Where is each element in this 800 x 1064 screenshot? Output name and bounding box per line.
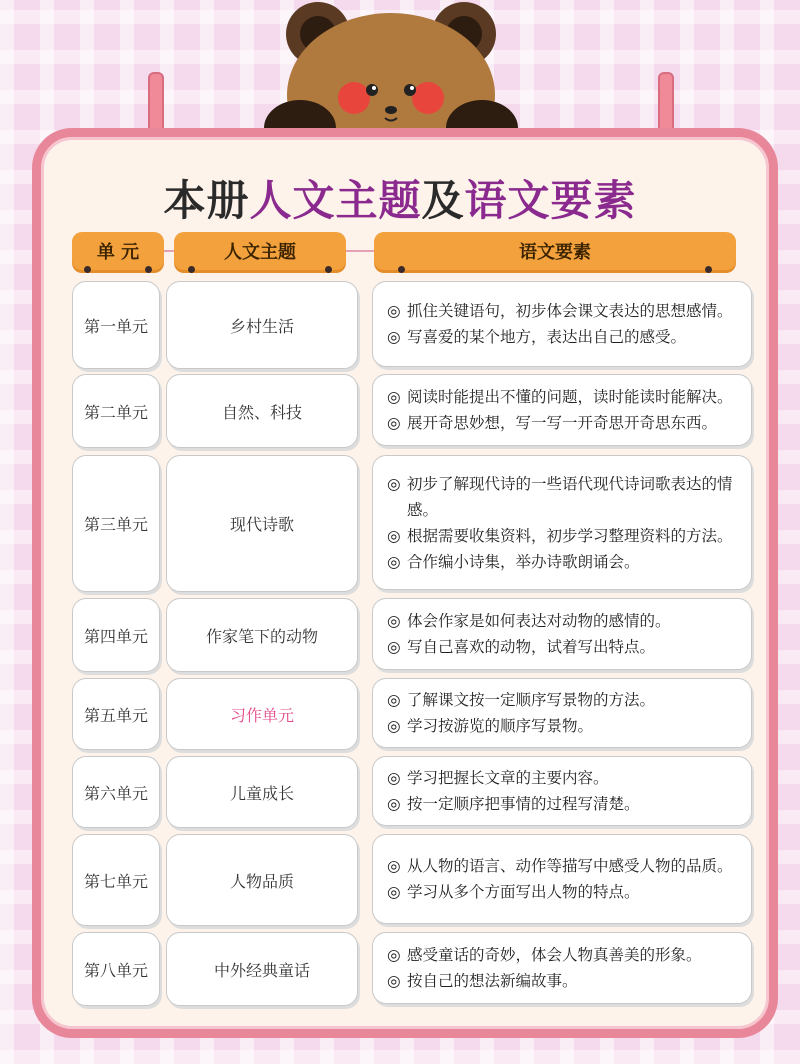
unit-cell: 第二单元 (72, 374, 160, 448)
requirement-text: 从人物的语言、动作等描写中感受人物的品质。 (407, 857, 733, 875)
unit-cell: 第六单元 (72, 756, 160, 828)
requirement-item (387, 713, 655, 739)
requirement-item (387, 298, 733, 324)
header-dot (145, 266, 152, 273)
header-dot (325, 266, 332, 273)
header-dot (705, 266, 712, 273)
requirements-list (387, 853, 733, 905)
bullet-icon: ◎ (387, 552, 401, 571)
requirement-text: 学习按游览的顺序写景物。 (407, 717, 594, 735)
requirement-item (387, 791, 640, 817)
unit-cell: 第三单元 (72, 455, 160, 592)
requirement-text: 体会作家是如何表达对动物的感情的。 (407, 612, 671, 630)
requirements-list (387, 608, 671, 660)
header-dot (398, 266, 405, 273)
theme-cell: 中外经典童话 (166, 932, 358, 1006)
requirement-item (387, 549, 739, 575)
requirement-item (387, 523, 739, 549)
requirement-item (387, 968, 702, 994)
requirement-text: 了解课文按一定顺序写景物的方法。 (407, 691, 656, 709)
requirements-list (387, 471, 739, 575)
unit-cell: 第四单元 (72, 598, 160, 672)
requirements-list (387, 384, 733, 436)
unit-cell: 第七单元 (72, 834, 160, 926)
bullet-icon: ◎ (387, 474, 401, 493)
requirement-item (387, 879, 733, 905)
requirement-item (387, 942, 702, 968)
theme-cell: 人物品质 (166, 834, 358, 926)
requirements-cell (372, 678, 752, 748)
unit-cell: 第五单元 (72, 678, 160, 750)
requirements-cell (372, 455, 752, 590)
bullet-icon: ◎ (387, 388, 401, 406)
bullet-icon: ◎ (387, 883, 401, 901)
header-dot (84, 266, 91, 273)
theme-cell: 习作单元 (166, 678, 358, 750)
bullet-icon: ◎ (387, 414, 401, 432)
unit-cell: 第八单元 (72, 932, 160, 1006)
bullet-icon: ◎ (387, 612, 401, 630)
requirement-text: 按一定顺序把事情的过程写清楚。 (407, 795, 640, 813)
bullet-icon: ◎ (387, 972, 401, 990)
theme-cell: 儿童成长 (166, 756, 358, 828)
theme-cell: 自然、科技 (166, 374, 358, 448)
requirement-text: 按自己的想法新编故事。 (407, 972, 578, 990)
bullet-icon: ◎ (387, 328, 401, 346)
bullet-icon: ◎ (387, 717, 401, 735)
bullet-icon: ◎ (387, 795, 401, 813)
requirement-item (387, 853, 733, 879)
requirement-text: 阅读时能提出不懂的问题，读时能读时能解决。 (407, 388, 733, 406)
bullet-icon: ◎ (387, 857, 401, 875)
theme-cell: 乡村生活 (166, 281, 358, 369)
requirement-item (387, 471, 739, 523)
requirement-item (387, 384, 733, 410)
requirement-text: 写自己喜欢的动物，试着写出特点。 (407, 638, 656, 656)
requirement-item (387, 324, 733, 350)
requirements-cell (372, 932, 752, 1004)
page-title: 本册人文主题及语文要素 (163, 176, 637, 225)
bullet-icon: ◎ (387, 769, 401, 787)
header-dot (188, 266, 195, 273)
requirement-item (387, 765, 640, 791)
requirements-cell (372, 374, 752, 446)
requirements-cell (372, 281, 752, 367)
requirement-text: 合作编小诗集，举办诗歌朗诵会。 (407, 552, 640, 571)
requirement-text: 根据需要收集资料，初步学习整理资料的方法。 (407, 526, 733, 545)
requirements-list (387, 298, 733, 350)
header-requirements: 语文要素 (374, 232, 736, 270)
theme-cell: 现代诗歌 (166, 455, 358, 592)
requirement-text: 抓住关键语句，初步体会课文表达的思想感情。 (407, 302, 733, 320)
bullet-icon: ◎ (387, 302, 401, 320)
requirements-list (387, 687, 655, 739)
requirements-list (387, 765, 640, 817)
requirement-item (387, 687, 655, 713)
theme-cell: 作家笔下的动物 (166, 598, 358, 672)
requirement-item (387, 410, 733, 436)
requirement-text: 初步了解现代诗的一些语代现代诗词歌表达的情感。 (407, 474, 733, 519)
requirement-item (387, 634, 671, 660)
unit-cell: 第一单元 (72, 281, 160, 369)
header-unit: 单 元 (72, 232, 164, 270)
bullet-icon: ◎ (387, 526, 401, 545)
requirement-text: 感受童话的奇妙，体会人物真善美的形象。 (407, 946, 702, 964)
requirements-cell (372, 834, 752, 924)
requirement-text: 学习把握长文章的主要内容。 (407, 769, 609, 787)
requirements-cell (372, 756, 752, 826)
requirement-item (387, 608, 671, 634)
bullet-icon: ◎ (387, 691, 401, 709)
requirement-text: 展开奇思妙想，写一写一开奇思开奇思东西。 (407, 414, 718, 432)
requirements-cell (372, 598, 752, 670)
bullet-icon: ◎ (387, 638, 401, 656)
requirement-text: 学习从多个方面写出人物的特点。 (407, 883, 640, 901)
header-theme: 人文主题 (174, 232, 346, 270)
requirement-text: 写喜爱的某个地方，表达出自己的感受。 (407, 328, 687, 346)
bullet-icon: ◎ (387, 946, 401, 964)
requirements-list (387, 942, 702, 994)
